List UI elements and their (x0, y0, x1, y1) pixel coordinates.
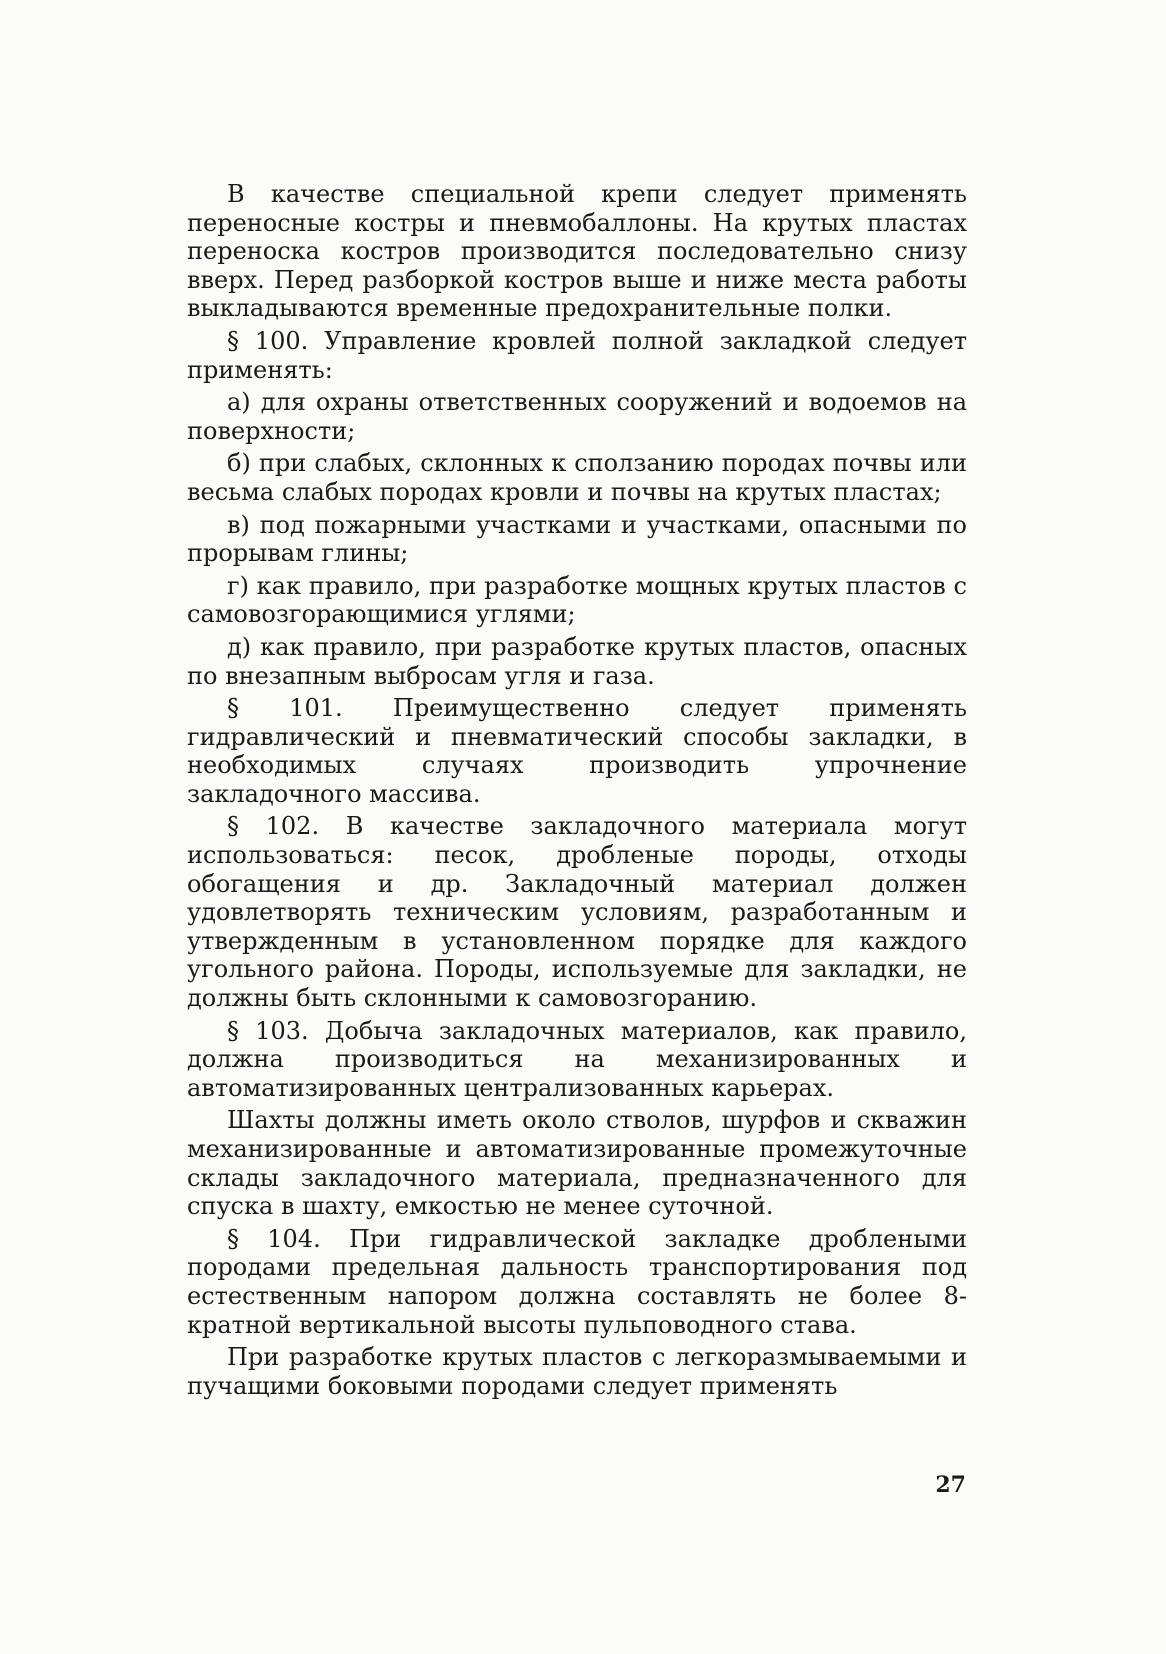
paragraph-special-support: В качестве специальной крепи следует применять переносные костры и пневмобаллоны. На крутых пластах переноска костров производится последовательно снизу вверх. Перед разборкой костров выше и ниже места работы выкладываются временные предохранительные полки. (187, 180, 967, 323)
list-item-g: г) как правило, при разработке мощных крутых пластов с самовозгорающимися углями; (187, 571, 967, 629)
page-number: 27 (935, 1472, 966, 1498)
list-item-d: д) как правило, при разработке крутых пластов, опасных по внезапным выбросам угля и газа. (187, 632, 967, 690)
paragraph-steep-seams: При разработке крутых пластов с легкоразмываемыми и пучащими боковыми породами следует применять (187, 1343, 967, 1400)
paragraph-mine-storage: Шахты должны иметь около стволов, шурфов и скважин механизированные и автоматизированные промежуточные склады закладочного материала, предназначенного для спуска в шахту, емкостью не менее суточной. (187, 1106, 967, 1221)
list-item-b: б) при слабых, склонных к сползанию породах почвы или весьма слабых породах кровли и почвы на крутых пластах; (187, 449, 967, 506)
paragraph-section-104: § 104. При гидравлической закладке дроблеными породами предельная дальность транспортирования под естественным напором должна составлять не более 8-кратной вертикальной высоты пульповодного става. (187, 1224, 967, 1339)
list-item-a: а) для охраны ответственных сооружений и водоемов на поверхности; (187, 388, 967, 445)
paragraph-section-100: § 100. Управление кровлей полной закладкой следует применять: (187, 326, 967, 384)
paragraph-section-101: § 101. Преимущественно следует применять гидравлический и пневматический способы закладки, в необходимых случаях производить упрочнение закладочного массива. (187, 694, 967, 808)
paragraph-section-102: § 102. В качестве закладочного материала могут использоваться: песок, дробленые породы, отходы обогащения и др. Закладочный материал должен удовлетворять техническим условиям, разработанным и утвержденным в установленном порядке для каждого угольного района. Породы, используемые для закладки, не должны быть склонными к самовозгоранию. (187, 812, 967, 1013)
body-text (187, 180, 967, 1404)
paragraph-section-103: § 103. Добыча закладочных материалов, как правило, должна производиться на механизированных и автоматизированных централизованных карьерах. (187, 1016, 967, 1102)
list-item-v: в) под пожарными участками и участками, опасными по прорывам глины; (187, 510, 967, 568)
